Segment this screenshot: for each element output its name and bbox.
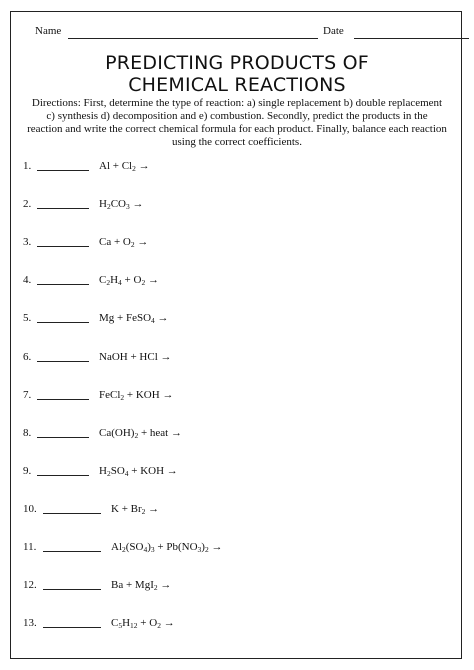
reaction-equation [99, 387, 173, 406]
subscript: 2 [204, 545, 209, 554]
formula-text: → [134, 236, 149, 249]
formula-text: + Pb(NO [154, 541, 198, 553]
question-number: 12. [23, 579, 37, 592]
reaction-type-blank [37, 361, 89, 362]
reaction-type-blank [37, 399, 89, 400]
reaction-equation [99, 196, 143, 215]
subscript: 4 [151, 316, 155, 326]
formula-text: → [157, 579, 172, 592]
date-field-line [354, 38, 469, 39]
reaction-type-blank [43, 513, 101, 514]
formula-text: NaOH + HCl → [99, 350, 172, 363]
formula-text: + O [121, 274, 142, 287]
formula-text: → [145, 502, 160, 515]
question-number: 10. [23, 502, 37, 515]
reaction-type-blank [43, 627, 101, 628]
question-number: 1. [23, 160, 32, 172]
subscript: 2 [132, 164, 136, 173]
formula-text: → [208, 541, 223, 553]
subscript: 12 [130, 621, 138, 631]
reaction-type-blank [37, 170, 89, 171]
reaction-equation [99, 349, 172, 365]
formula-text: FeCl [99, 388, 121, 401]
subscript: 2 [134, 430, 139, 440]
subscript: 2 [106, 468, 111, 478]
name-label: Name [35, 25, 62, 37]
reaction-type-blank [37, 284, 89, 285]
question-number: 8. [23, 426, 32, 439]
formula-text: Al [111, 541, 122, 553]
subscript: 2 [120, 392, 125, 402]
formula-text: → [145, 274, 159, 287]
question-number: 5. [23, 312, 32, 325]
reaction-equation [111, 615, 175, 634]
title-line-1: PREDICTING PRODUCTS OF [105, 52, 369, 74]
name-date-row [23, 22, 451, 40]
subscript: 5 [118, 621, 123, 631]
formula-text: → [129, 198, 144, 211]
question-number: 13. [23, 617, 37, 630]
subscript: 4 [124, 468, 129, 478]
subscript: 4 [143, 545, 148, 554]
subscript: 3 [197, 545, 202, 554]
formula-text: ) [201, 541, 205, 553]
subscript: 2 [130, 240, 135, 250]
formula-text: CO [110, 198, 126, 211]
subscript: 2 [157, 621, 161, 631]
formula-text: C [111, 617, 119, 630]
formula-text: H [99, 198, 107, 211]
reaction-type-blank [37, 475, 89, 476]
directions-line-4: using the correct coefficients. [172, 136, 302, 148]
reaction-equation [99, 310, 169, 329]
directions-text [23, 97, 451, 149]
formula-text: → [135, 160, 150, 172]
reaction-equation [111, 577, 171, 596]
directions-line-3: reaction and write the correct chemical formula for each product. Finally, balance each reaction [27, 123, 447, 135]
reaction-equation [99, 234, 148, 253]
question-number: 6. [23, 350, 32, 363]
formula-text: Ca + O [99, 236, 131, 249]
formula-text: Al + Cl [99, 160, 133, 172]
reaction-equation [111, 539, 222, 558]
formula-text: H [122, 617, 131, 630]
formula-text: + heat → [138, 426, 182, 439]
formula-text: Mg + FeSO [99, 312, 152, 325]
reaction-type-blank [43, 551, 101, 552]
reaction-equation [111, 501, 159, 520]
reaction-type-blank [37, 322, 89, 323]
formula-text: H [99, 464, 107, 477]
subscript: 2 [122, 545, 126, 554]
reaction-type-blank [37, 208, 89, 209]
directions-line-2: c) synthesis d) decomposition and e) combustion. Secondly, predict the products in the [46, 110, 428, 122]
subscript: 2 [153, 583, 158, 593]
reaction-equation [99, 158, 150, 177]
formula-text: C [99, 274, 107, 287]
formula-text: ) [147, 541, 151, 553]
formula-text: H [110, 274, 119, 287]
reaction-type-blank [37, 437, 89, 438]
question-number: 9. [23, 464, 32, 477]
question-number: 11. [23, 541, 37, 553]
reaction-equation [99, 272, 159, 291]
reaction-equation [99, 425, 182, 444]
formula-text: + KOH → [124, 388, 174, 401]
formula-text: Ba + MgI [111, 579, 154, 592]
subscript: 2 [141, 506, 146, 516]
title-line-2: CHEMICAL REACTIONS [128, 74, 346, 96]
subscript: 4 [118, 278, 122, 288]
subscript: 2 [141, 278, 146, 288]
question-number: 2. [23, 198, 32, 211]
subscript: 2 [106, 202, 111, 212]
formula-text: + O [137, 617, 158, 630]
date-label: Date [323, 25, 344, 37]
formula-text: SO [110, 464, 125, 477]
formula-text: Ca(OH) [99, 426, 135, 439]
name-field-line [68, 38, 318, 39]
question-number: 4. [23, 274, 32, 287]
directions-line-1: Directions: First, determine the type of reaction: a) single replacement b) double replacement [31, 97, 443, 109]
question-number: 3. [23, 236, 32, 249]
reaction-type-blank [43, 589, 101, 590]
subscript: 3 [150, 545, 155, 554]
reaction-type-blank [37, 246, 89, 247]
formula-text: + KOH → [128, 464, 178, 477]
worksheet-title [11, 52, 463, 96]
worksheet-page [10, 11, 462, 659]
formula-text: → [160, 617, 175, 630]
formula-text: K + Br [111, 502, 142, 515]
formula-text: (SO [125, 541, 144, 553]
subscript: 2 [106, 278, 111, 288]
subscript: 3 [125, 202, 130, 212]
formula-text: → [154, 312, 169, 325]
question-number: 7. [23, 388, 32, 401]
reaction-equation [99, 463, 178, 482]
